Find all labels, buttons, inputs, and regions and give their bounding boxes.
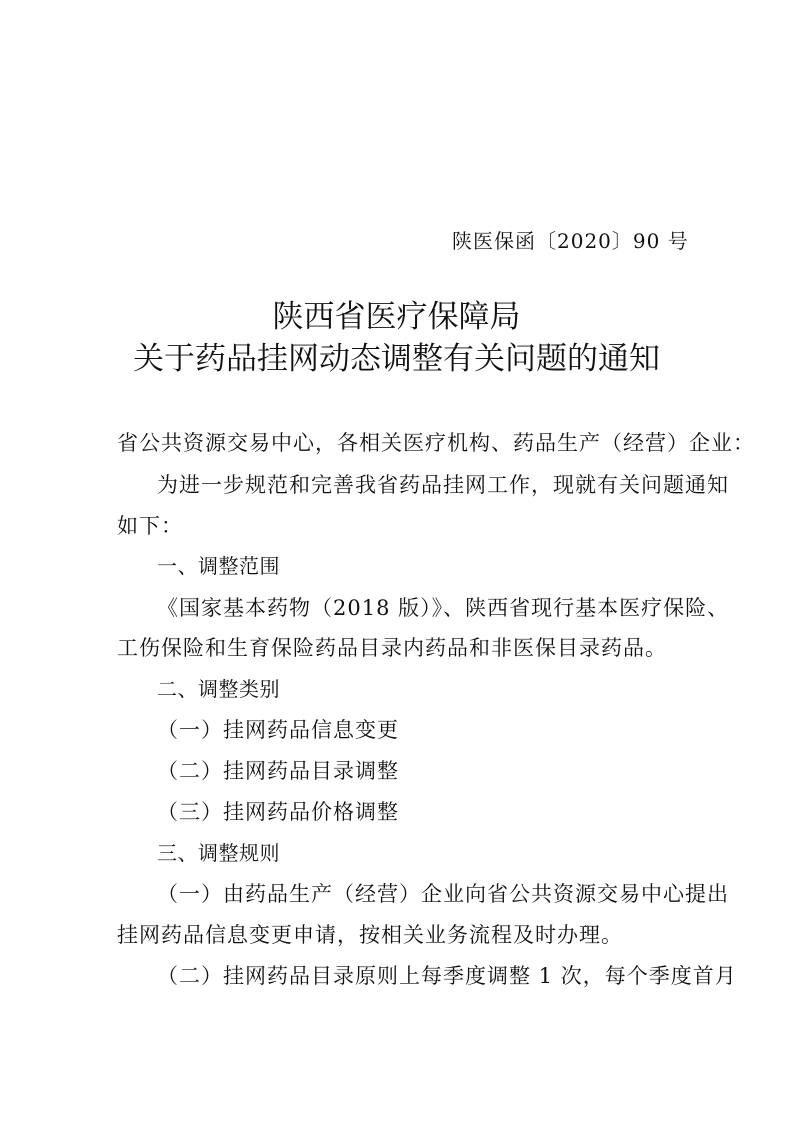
section-2-item-catalog-adjust: （二）挂网药品目录调整 [157,759,399,783]
section-1-heading: 一、调整范围 [157,554,280,578]
section-2-item-price-adjust: （三）挂网药品价格调整 [157,800,399,824]
section-3-heading: 三、调整规则 [157,841,280,865]
addressee-line: 省公共资源交易中心，各相关医疗机构、药品生产（经营）企业： [117,431,755,455]
document-number: 陕医保函〔2020〕90 号 [452,229,689,253]
section-2-item-info-change: （一）挂网药品信息变更 [157,718,399,742]
document-title-issuer: 陕西省医疗保障局 [272,299,521,335]
section-1-text-line-2: 工伤保险和生育保险药品目录内药品和非医保目录药品。 [117,636,667,660]
document-title-subject: 关于药品挂网动态调整有关问题的通知 [133,341,660,377]
section-3-rule-2-line-1: （二）挂网药品目录原则上每季度调整 1 次，每个季度首月 [157,964,737,988]
section-3-rule-1-line-1: （一）由药品生产（经营）企业向省公共资源交易中心提出 [157,882,729,906]
section-2-heading: 二、调整类别 [157,677,280,701]
section-3-rule-1-line-2: 挂网药品信息变更申请，按相关业务流程及时办理。 [117,923,623,947]
intro-paragraph-line-2: 如下： [117,514,183,538]
intro-paragraph-line-1: 为进一步规范和完善我省药品挂网工作，现就有关问题通知 [157,473,729,497]
section-1-text-line-1: 《国家基本药物（2018 版）》、陕西省现行基本医疗保险、 [157,596,730,620]
